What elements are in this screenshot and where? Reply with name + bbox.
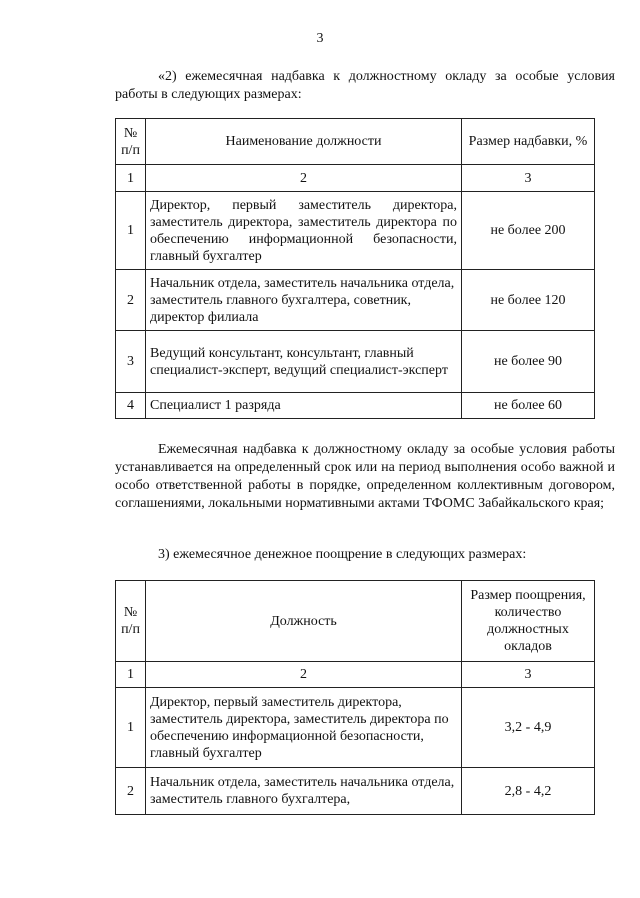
index-cell: 2: [146, 662, 462, 688]
header-allowance: Размер надбавки, %: [462, 119, 595, 165]
row-number: 3: [116, 331, 146, 393]
bonus-table: [115, 580, 595, 815]
table-row: [116, 393, 595, 419]
header-position: Должность: [146, 581, 462, 662]
index-cell: 2: [146, 165, 462, 192]
paragraph-item-3-intro: 3) ежемесячное денежное поощрение в следующих размерах:: [158, 547, 527, 562]
table-index-row: [116, 165, 595, 192]
allowance-table: [115, 118, 595, 419]
row-value: 2,8 - 4,2: [462, 768, 595, 815]
row-position: Ведущий консультант, консультант, главный специалист-эксперт, ведущий специалист-эксперт: [146, 331, 462, 393]
row-value: 3,2 - 4,9: [462, 688, 595, 768]
row-position: Начальник отдела, заместитель начальника отдела, заместитель главного бухгалтера,: [146, 768, 462, 815]
table-index-row: [116, 662, 595, 688]
table-header-row: [116, 581, 595, 662]
table-row: [116, 270, 595, 331]
row-number: 2: [116, 768, 146, 815]
index-cell: 1: [116, 165, 146, 192]
table-row: [116, 768, 595, 815]
page-number: 3: [316, 31, 324, 46]
table-header-row: [116, 119, 595, 165]
paragraph-allowance-terms: Ежемесячная надбавка к должностному окладу за особые условия работы устанавливается на определенный срок или на период выполнения особо важной и особо ответственной работы в порядке, определенном коллективным договором, соглашениями, локальными нормативными актами ТФОМС Забайкальского края;: [115, 442, 615, 511]
row-position: Специалист 1 разряда: [146, 393, 462, 419]
row-value: не более 90: [462, 331, 595, 393]
header-bonus: Размер поощрения, количество должностных окладов: [462, 581, 595, 662]
table-row: [116, 331, 595, 393]
row-value: не более 60: [462, 393, 595, 419]
row-position: Директор, первый заместитель директора, заместитель директора, заместитель директора по обеспечению информационной безопасности, главный бухгалтер: [146, 688, 462, 768]
header-position: Наименование должности: [146, 119, 462, 165]
row-value: не более 120: [462, 270, 595, 331]
header-number: № п/п: [116, 581, 146, 662]
row-number: 2: [116, 270, 146, 331]
index-cell: 3: [462, 662, 595, 688]
header-number: № п/п: [116, 119, 146, 165]
row-number: 1: [116, 192, 146, 270]
table-row: [116, 688, 595, 768]
table-row: [116, 192, 595, 270]
row-position: Директор, первый заместитель директора, заместитель директора, заместитель директора по обеспечению информационной безопасности, главный бухгалтер: [146, 192, 462, 270]
row-value: не более 200: [462, 192, 595, 270]
index-cell: 3: [462, 165, 595, 192]
row-number: 1: [116, 688, 146, 768]
index-cell: 1: [116, 662, 146, 688]
row-number: 4: [116, 393, 146, 419]
row-position: Начальник отдела, заместитель начальника отдела, заместитель главного бухгалтера, советник, директор филиала: [146, 270, 462, 331]
paragraph-item-2-intro: «2) ежемесячная надбавка к должностному окладу за особые условия работы в следующих размерах:: [115, 69, 615, 102]
